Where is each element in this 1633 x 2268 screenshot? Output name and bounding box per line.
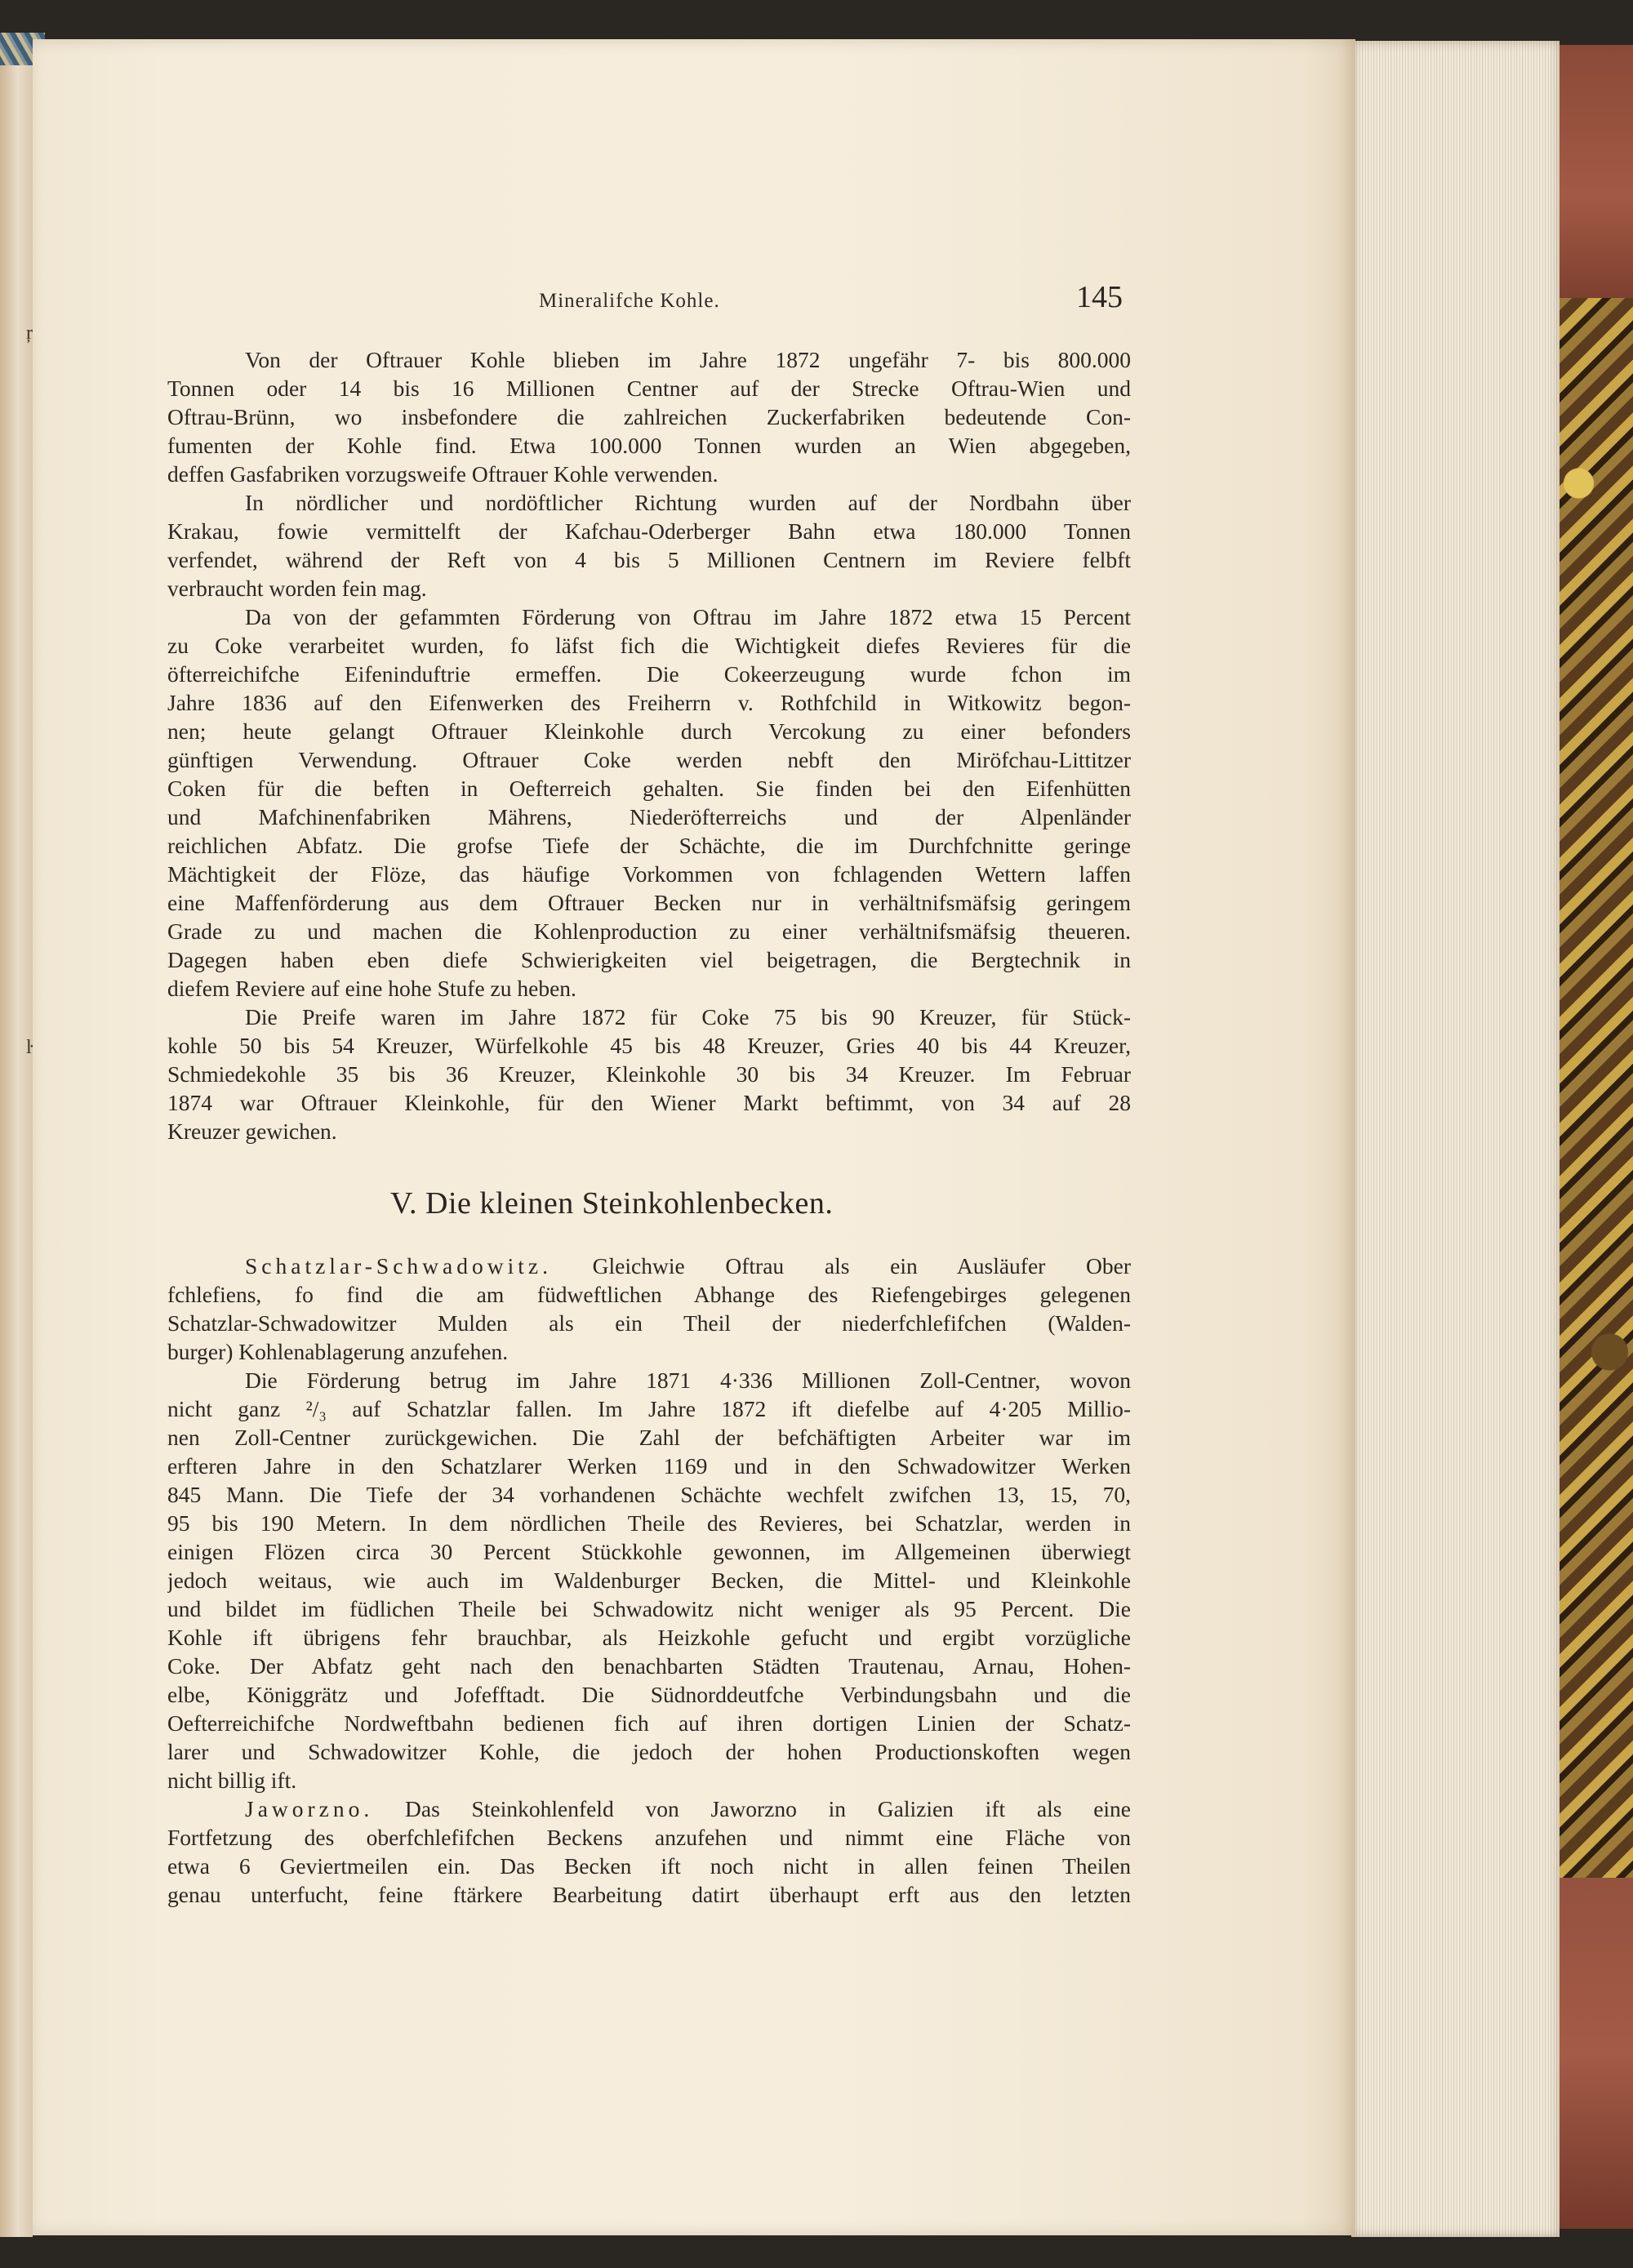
text-line: 845 Mann. Die Tiefe der 34 vorhandenen Schächte wechfelt zwifchen 13, 15, 70, [167, 1482, 1131, 1507]
text-line: günftigen Verwendung. Oftrauer Coke werden nebft den Miröfchau-Littitzer [167, 747, 1131, 772]
text-line: Oftrau-Brünn, wo insbefondere die zahlreichen Zuckerfabriken bedeutende Con- [167, 404, 1131, 429]
text-line: Kreuzer gewichen. [167, 1118, 337, 1144]
text-line: zu Coke verarbeitet wurden, fo läfst fich die Wichtigkeit diefes Revieres für die [167, 633, 1131, 658]
text-line: verbraucht worden fein mag. [167, 576, 427, 601]
text-line: verfendet, während der Reft von 4 bis 5 Millionen Centnern im Reviere felbft [167, 547, 1131, 572]
text-line: genau unterfucht, feine ftärkere Bearbeitung datirt überhaupt erft aus den letzten [167, 1882, 1131, 1907]
text-line: Coke. Der Abfatz geht nach den benachbarten Städten Trautenau, Arnau, Hohen- [167, 1653, 1131, 1679]
text-line: nen Zoll-Centner zurückgewichen. Die Zahl der befchäftigten Arbeiter war im [167, 1425, 1131, 1450]
text-line: Krakau, fowie vermittelft der Kafchau-Oderberger Bahn etwa 180.000 Tonnen [167, 518, 1131, 544]
text-line: Da von der gefammten Förderung von Oftrau im Jahre 1872 etwa 15 Percent [245, 604, 1131, 629]
lead-rest: Gleichwie Oftrau als ein Ausläufer Ober [592, 1253, 1131, 1279]
text-line: nicht ganz ²/₃ auf Schatzlar fallen. Im Jahre 1872 ift diefelbe auf 4·205 Millio- [167, 1396, 1131, 1421]
text-line: Grade zu und machen die Kohlenproduction zu einer verhältnifsmäfsig theueren. [167, 918, 1131, 944]
text-line: Tonnen oder 14 bis 16 Millionen Centner auf der Strecke Oftrau-Wien und [167, 376, 1131, 401]
page-number: 145 [1076, 280, 1123, 314]
left-page-edge [0, 33, 33, 2237]
text-line: diefem Reviere auf eine hohe Stufe zu heben. [167, 976, 576, 1001]
text-line: Schmiedekohle 35 bis 36 Kreuzer, Kleinkohle 30 bis 34 Kreuzer. Im Februar [167, 1061, 1131, 1087]
lead-rest: Das Steinkohlenfeld von Jaworzno in Galizien ift als eine [405, 1796, 1131, 1821]
text-line: 1874 war Oftrauer Kleinkohle, für den Wiener Markt beftimmt, von 34 auf 28 [167, 1090, 1131, 1115]
text-line: nen; heute gelangt Oftrauer Kleinkohle durch Vercokung zu einer befonders [167, 718, 1131, 744]
text-line: Die Förderung betrug im Jahre 1871 4·336 Millionen Zoll-Centner, wovon [245, 1367, 1131, 1393]
margin-mark: ŗ [26, 322, 33, 344]
text-line: Von der Oftrauer Kohle blieben im Jahre 1872 ungefähr 7- bis 800.000 [245, 347, 1131, 372]
text-line: 95 bis 190 Metern. In dem nördlichen Theile des Revieres, bei Schatzlar, werden in [167, 1510, 1131, 1536]
text-line: jedoch weitaus, wie auch im Waldenburger Becken, die Mittel- und Kleinkohle [167, 1568, 1131, 1593]
text-line: In nördlicher und nordöftlicher Richtung wurden auf der Nordbahn über [245, 490, 1131, 515]
text-line: öfterreichifche Eifeninduftrie ermeffen. Die Cokeerzeugung wurde fchon im [167, 661, 1131, 687]
text-line: Jahre 1836 auf den Eifenwerken des Freiherrn v. Rothfchild in Witkowitz begon- [167, 690, 1131, 715]
text-line: larer und Schwadowitzer Kohle, die jedoch der hohen Productionskoften wegen [167, 1739, 1131, 1764]
margin-mark: ŀ [26, 1037, 33, 1058]
text-line: Oefterreichifche Nordweftbahn bedienen fich auf ihren dortigen Linien der Schatz- [167, 1710, 1131, 1736]
text-line: Schatzlar-Schwadowitzer Mulden als ein Theil der niederfchlefifchen (Walden- [167, 1310, 1131, 1336]
text-line: fchlefiens, fo find die am füdweftlichen Abhange des Riefengebirges gelegenen [167, 1282, 1131, 1307]
text-line: einigen Flözen circa 30 Percent Stückkohle gewonnen, im Allgemeinen überwiegt [167, 1539, 1131, 1564]
cover-corner-top [1555, 45, 1633, 298]
text-line: Kohle ift übrigens fehr brauchbar, als Heizkohle gefucht und ergibt vorzügliche [167, 1625, 1131, 1650]
text-line: Mächtigkeit der Flöze, das häufige Vorkommen von fchlagenden Wettern laffen [167, 861, 1131, 887]
text-line: Dagegen haben eben diefe Schwierigkeiten viel beigetragen, die Bergtechnik in [167, 947, 1131, 972]
section-heading: V. Die kleinen Steinkohlenbecken. [390, 1186, 834, 1221]
lead-name: Jaworzno. [245, 1796, 374, 1821]
cover-corner-bottom [1555, 1878, 1633, 2229]
text-line: elbe, Königgrätz und Jofefftadt. Die Südnorddeutfche Verbindungsbahn und die [167, 1682, 1131, 1707]
page-block-edges [1351, 41, 1560, 2237]
text-line: etwa 6 Geviertmeilen ein. Das Becken ift noch nicht in allen feinen Theilen [167, 1853, 1131, 1879]
text-line: und Mafchinenfabriken Mährens, Niederöfterreichs und der Alpenländer [167, 804, 1131, 829]
text-line: Coken für die beften in Oefterreich gehalten. Sie finden bei den Eifenhütten [167, 776, 1131, 801]
text-line: reichlichen Abfatz. Die grofse Tiefe der Schächte, die im Durchfchnitte geringe [167, 833, 1131, 858]
lead-name: Schatzlar-Schwadowitz. [245, 1253, 552, 1279]
text-line: burger) Kohlenablagerung anzufehen. [167, 1339, 509, 1364]
text-line: Fortfetzung des oberfchlefifchen Beckens anzufehen und nimmt eine Fläche von [167, 1825, 1131, 1850]
text-line: erfteren Jahre in den Schatzlarer Werken 1169 und in den Schwadowitzer Werken [167, 1453, 1131, 1479]
running-head: Mineralifche Kohle. [539, 290, 720, 312]
text-line: fumenten der Kohle find. Etwa 100.000 Tonnen wurden an Wien abgegeben, [167, 433, 1131, 458]
text-line: kohle 50 bis 54 Kreuzer, Würfelkohle 45 bis 48 Kreuzer, Gries 40 bis 44 Kreuzer, [167, 1033, 1131, 1058]
text-line-lead [245, 1795, 1131, 1823]
text-line: und bildet im füdlichen Theile bei Schwadowitz nicht weniger als 95 Percent. Die [167, 1596, 1131, 1621]
text-line-lead [245, 1252, 1131, 1280]
text-line: Die Preife waren im Jahre 1872 für Coke 75 bis 90 Kreuzer, für Stück- [245, 1004, 1131, 1029]
text-line: nicht billig ift. [167, 1768, 297, 1793]
text-line: deffen Gasfabriken vorzugsweife Oftrauer Kohle verwenden. [167, 461, 719, 487]
text-line: eine Maffenförderung aus dem Oftrauer Becken nur in verhältnifsmäfsig geringem [167, 890, 1131, 915]
